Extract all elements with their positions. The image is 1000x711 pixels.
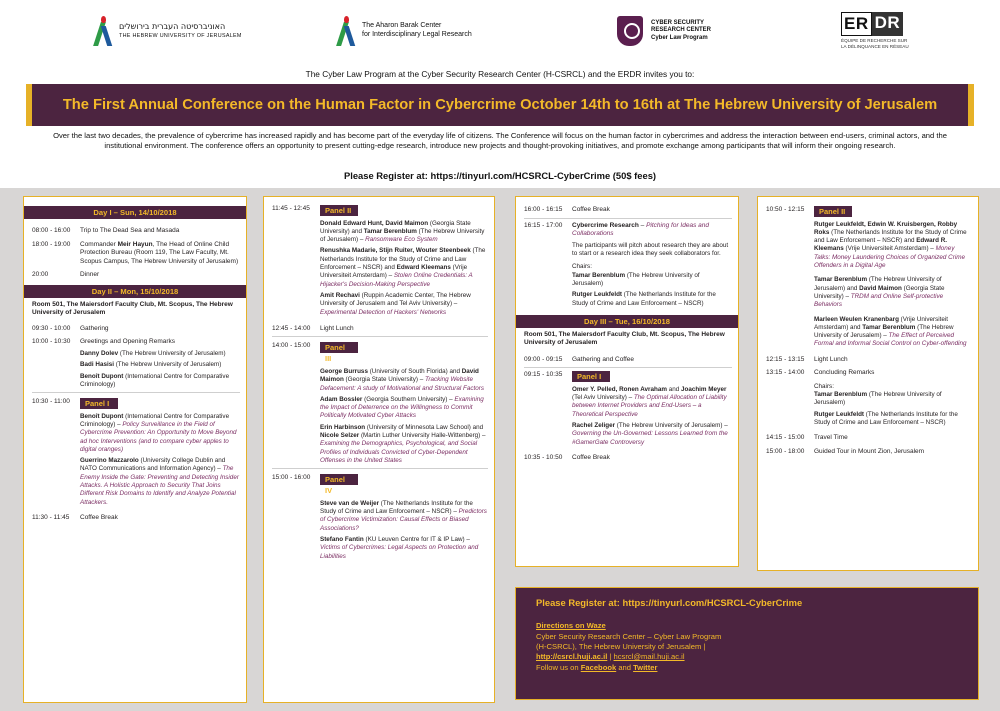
talk-entry xyxy=(320,536,488,561)
program-row xyxy=(24,227,246,236)
speaker: Erin Harbinson xyxy=(320,423,366,431)
day1-header: Day I – Sun, 14/10/2018 xyxy=(23,206,247,219)
time: 09:15 - 10:35 xyxy=(524,371,563,379)
talk-title: Examining the Demographics, Psychological, and Social Profiles of Individuals Convicted of Cyber-Dependent Offenses in the United States xyxy=(320,440,478,464)
session-subtitle: Pitching for Ideas and Collaborations xyxy=(572,221,709,238)
contact-line2: (H-CSRCL), The Hebrew University of Jerusalem | xyxy=(536,642,706,652)
register-line[interactable]: Please Register at: https://tinyurl.com/HCSRCL-CyberCrime (50$ fees) xyxy=(343,170,657,181)
intro-paragraph: Over the last two decades, the prevalence of cybercrime has increased rapidly and has become part of the everyday life of citizens. The Conference will focus on the human factor in cybercrimes and address the interaction between end-users, criminal actors, and the institutional environment. The conference offers an opportunity to present cutting-edge research, introduce new projects and thought-provoking initiatives, and promote exchange among participants that will inform their ongoing research. xyxy=(53,131,947,151)
program-row xyxy=(264,474,494,561)
registration-link[interactable]: Please Register at: https://tinyurl.com/HCSRCL-CyberCrime xyxy=(536,597,803,608)
text: , The Head of Online Child Protection Bureau (Room 119, The Law Faculty, Mt. Scopus Campus, The Hebrew University of Jerusalem) xyxy=(80,240,239,265)
text: and xyxy=(666,385,681,393)
time: 14:00 - 15:00 xyxy=(272,342,311,350)
speaker: Tamar Berenblum xyxy=(363,227,417,235)
time: 08:00 - 16:00 xyxy=(32,227,71,234)
event xyxy=(814,369,972,427)
chair-name: Tamar Berenblum xyxy=(814,391,868,399)
day2-header: Day II – Mon, 15/10/2018 xyxy=(23,285,247,298)
speaker: Joachim Meyer xyxy=(680,385,727,393)
erdr-logo xyxy=(841,12,911,49)
speaker: Tamar Berenblum xyxy=(862,323,916,331)
speaker: Danny Dolev xyxy=(80,349,119,357)
erdr-dr: DR xyxy=(872,12,904,36)
event: Travel Time xyxy=(814,434,848,442)
program-row xyxy=(24,338,246,389)
talk-title: Experimental Detection of Hackers' Networks xyxy=(320,308,447,316)
email-link[interactable]: hcsrcl@mail.huji.ac.il xyxy=(613,652,685,662)
event: Light Lunch xyxy=(320,324,354,332)
divider xyxy=(32,392,240,393)
panel-tag: Panel III xyxy=(320,342,358,353)
csrc-line2: RESEARCH CENTER xyxy=(651,27,712,34)
program-column-1 xyxy=(23,196,247,703)
time: 12:15 - 13:15 xyxy=(766,355,805,363)
text: Commander xyxy=(80,240,118,248)
erdr-er: ER xyxy=(841,12,872,36)
speaker: Benoît Dupont xyxy=(80,412,124,420)
talk-entry xyxy=(572,386,732,419)
event: Coffee Break xyxy=(80,513,118,521)
affiliation: (KU Leuven Centre for IT & IP Law) – xyxy=(363,536,470,544)
panel-tag: Panel IV xyxy=(320,474,358,485)
program-column-2 xyxy=(263,196,495,703)
twitter-link[interactable]: Twitter xyxy=(633,662,658,672)
contact-links xyxy=(536,652,978,662)
affiliation: (Martin Luther University Halle-Wittenberg) – xyxy=(359,432,486,440)
time: 10:00 - 10:30 xyxy=(32,338,71,346)
speaker: Amit Rechavi xyxy=(320,291,360,299)
dash: – xyxy=(638,221,647,229)
time: 18:00 - 19:00 xyxy=(32,240,71,248)
event: Light Lunch xyxy=(814,355,848,363)
program-row xyxy=(24,271,246,280)
affiliation: (The Hebrew University of Jerusalem) xyxy=(118,349,226,357)
session-name: Cybercrime Research xyxy=(572,221,639,229)
affiliation: (Ruppin Academic Center, The Hebrew University of Jerusalem and Tel Aviv University) – xyxy=(320,291,471,308)
event: Gathering and Coffee xyxy=(572,355,635,363)
talk-title: Victims of Cybercrimes: Legal Aspects on Protection and Liabilities xyxy=(320,544,479,560)
affiliation: (The Netherlands Institute for the Study of Crime and Law Enforcement – NSCR) and xyxy=(320,247,486,272)
affiliation: (The Hebrew University of Jerusalem) and xyxy=(814,276,942,292)
event-title: Greetings and Opening Remarks xyxy=(80,338,176,346)
event xyxy=(80,241,240,267)
speaker: Renushka Madarie, Stijn Ruiter, Wouter Steenbeek xyxy=(320,247,471,255)
event: Gathering xyxy=(80,324,109,332)
talk-entry xyxy=(320,424,488,465)
talk-title: Examining the Impact of Deterrence on the Willingness to Commit Politically Motivated Cyber Attacks xyxy=(320,395,484,420)
affiliation: (The Netherlands Institute for the Study of Crime and Law Enforcement – NSCR) xyxy=(572,291,716,307)
speaker: Marleen Weulen Kranenbarg xyxy=(814,315,899,323)
speaker: Meir Hayun xyxy=(117,240,153,248)
barak-center-logo xyxy=(338,16,472,46)
program-row xyxy=(516,371,738,447)
event: Coffee Break xyxy=(572,453,610,461)
event xyxy=(80,398,240,507)
time: 11:45 - 12:45 xyxy=(272,205,310,212)
divider xyxy=(524,218,732,219)
huji-name-english: THE HEBREW UNIVERSITY OF JERUSALEM xyxy=(119,32,242,39)
program-row xyxy=(24,514,246,523)
event: Trip to The Dead Sea and Masada xyxy=(80,227,180,234)
shield-icon xyxy=(617,16,643,46)
huji-name-hebrew: האוניברסיטה העברית בירושלים xyxy=(119,21,226,31)
program-row xyxy=(24,325,246,334)
huji-logo xyxy=(95,16,242,46)
talk-title: The Optimal Allocation of Liability between Internet Providers and End-Users – a Theoretical Perspective xyxy=(572,394,727,418)
talk-title: Tracking Website Defacement: A study of Motivational and Structural Factors xyxy=(320,376,485,392)
talk-entry xyxy=(572,422,732,447)
divider xyxy=(272,468,488,469)
speaker: George Burruss xyxy=(320,368,368,375)
program-column-3 xyxy=(515,196,739,567)
venue: Room 501, The Maiersdorf Faculty Club, Mt. Scopus, The Hebrew University of Jerusalem xyxy=(32,300,233,317)
talk-title: The Enemy Inside the Gate: Preventing and Detecting Insider Attacks. A Holistic Approach to Security That Joins Different Risk Domains to Identify and Analyze Potential Attackers. xyxy=(80,465,239,506)
event xyxy=(320,205,488,317)
panel-tag: Panel II xyxy=(814,206,852,217)
affiliation: (University College Dublin and NATO Communications and Information Agency) – xyxy=(80,457,226,473)
barak-line2: for Interdisciplinary Legal Research xyxy=(362,31,472,38)
time: 10:35 - 10:50 xyxy=(524,453,563,461)
affiliation: (International Centre for Comparative Criminology) – xyxy=(80,412,230,428)
affiliation: (Vrije Universiteit Amsterdam) – xyxy=(843,245,936,253)
affiliation: (University of Minnesota Law School) and xyxy=(365,423,484,431)
chair-entry xyxy=(814,411,972,428)
talk-title: Money Talks: Money Laundering Choices of Organized Crime Offenders in a Digital Age xyxy=(814,245,965,270)
event xyxy=(572,371,732,447)
csrc-line1: CYBER SECURITY xyxy=(651,19,705,26)
day3-header: Day III – Tue, 16/10/2018 xyxy=(515,315,739,328)
chair-entry xyxy=(572,272,732,289)
csrc-line3: Cyber Law Program xyxy=(651,34,708,41)
time: 16:15 - 17:00 xyxy=(524,221,563,229)
affiliation: (The Netherlands Institute for the Study of Crime and Law Enforcement – NSCR) – xyxy=(320,499,473,516)
follow-line xyxy=(536,663,978,673)
event-title: Concluding Remarks xyxy=(814,369,875,377)
event xyxy=(80,338,240,389)
speaker: Benoît Dupont xyxy=(80,372,124,380)
time: 10:30 - 11:00 xyxy=(32,398,70,406)
program-row xyxy=(516,356,738,365)
logo-bar xyxy=(0,10,1000,60)
talk-entry xyxy=(320,368,488,393)
talk-title: Predictors of Cybercrime Victimization: Causal Effects or Biased Associations? xyxy=(320,508,487,532)
talk-entry xyxy=(814,276,972,309)
time: 20:00 xyxy=(32,271,49,279)
event xyxy=(320,474,488,561)
time: 10:50 - 12:15 xyxy=(766,206,805,213)
chair-entry xyxy=(814,391,972,408)
speaker: David Maimon xyxy=(320,368,479,384)
time: 15:00 - 18:00 xyxy=(766,447,805,455)
talk-title: Governing the Un-Governed: Lessons Learned from the #GamerGate Controversy xyxy=(572,430,728,446)
registration-box xyxy=(515,587,979,700)
affiliation: (Georgia Southern University) – xyxy=(362,395,455,403)
event xyxy=(320,342,488,465)
waze-directions-link[interactable]: Directions on Waze xyxy=(536,621,606,631)
barak-emblem-icon xyxy=(338,16,356,46)
chair-name: Rutger Leukfeldt xyxy=(572,291,623,299)
talk-entry xyxy=(320,396,488,421)
affiliation: (Vrije Universiteit Amsterdam) – xyxy=(320,264,468,280)
contact-info xyxy=(516,609,978,673)
affiliation: (International Centre for Comparative Criminology) xyxy=(80,372,230,388)
affiliation: (Georgia State University) – xyxy=(343,376,425,384)
chair-name: Tamar Berenblum xyxy=(572,271,626,279)
speaker: Donald Edward Hunt, David Maimon xyxy=(320,219,429,227)
panel-tag: Panel I xyxy=(572,371,610,382)
time: 11:30 - 11:45 xyxy=(32,513,70,521)
speaker: Omer Y. Pelled, Ronen Avraham xyxy=(572,385,667,393)
speaker: Edward R. Kleemans xyxy=(814,237,947,253)
speaker-entry xyxy=(80,350,240,358)
program-row xyxy=(264,325,494,334)
program-column-4 xyxy=(757,196,979,571)
conference-title: The First Annual Conference on the Human Factor in Cybercrime October 14th to 16th at The Hebrew University of Jerusalem xyxy=(62,97,938,113)
event: Guided Tour in Mount Zion, Jerusalem xyxy=(814,447,925,455)
speaker-entry xyxy=(80,373,240,390)
chair-entry xyxy=(572,291,732,308)
talk-title: The Effect of Perceived Formal and Informal Social Control on Cyber-offending xyxy=(814,332,967,348)
event: Dinner xyxy=(80,271,100,279)
program-row xyxy=(264,342,494,465)
talk-title: TRDM and Online Self-protective Behaviors xyxy=(814,292,944,309)
affiliation: (Georgia State University) and xyxy=(320,219,471,235)
affiliation: (Vrije Universiteit Amsterdam) and xyxy=(814,315,949,331)
contact-line1: Cyber Security Research Center – Cyber Law Program xyxy=(536,631,722,641)
panel-tag: Panel I xyxy=(80,398,118,409)
venue: Room 501, The Maiersdorf Faculty Club, Mt. Scopus, The Hebrew University of Jerusalem xyxy=(524,330,725,347)
speaker: Rachel Zeliger xyxy=(572,422,616,430)
barak-line1: The Aharon Barak Center xyxy=(362,22,442,30)
time: 15:00 - 16:00 xyxy=(272,474,311,482)
talk-entry xyxy=(80,413,240,454)
huji-emblem-icon xyxy=(95,16,113,46)
program-row xyxy=(516,206,738,215)
follow-text: Follow us on xyxy=(536,662,581,672)
event xyxy=(572,222,732,308)
chairs-label: Chairs: xyxy=(814,382,834,390)
talk-entry xyxy=(320,292,488,317)
talk-title: Ransomware Eco System xyxy=(365,236,438,244)
chairs-label: Chairs: xyxy=(572,263,592,271)
affiliation: (The Hebrew University of Jerusalem) – xyxy=(615,422,728,430)
time: 13:15 - 14:00 xyxy=(766,369,805,377)
program-row xyxy=(264,205,494,317)
talk-entry xyxy=(320,247,488,288)
csrc-logo xyxy=(617,16,711,46)
talk-entry xyxy=(80,457,240,507)
facebook-link[interactable]: Facebook xyxy=(580,662,617,672)
talk-entry xyxy=(320,500,488,533)
divider xyxy=(524,367,732,368)
speaker: Nicole Selzer xyxy=(320,432,360,440)
program-row xyxy=(24,398,246,507)
affiliation: (The Hebrew University of Jerusalem) xyxy=(572,271,700,287)
time: 16:00 - 16:15 xyxy=(524,206,563,213)
panel-tag: Panel II xyxy=(320,205,358,216)
erdr-subtitle: ÉQUIPE DE RECHERCHE SUR LA DÉLINQUANCE EN RÉSEAU xyxy=(841,38,909,49)
affiliation: (The Netherlands Institute for the Study of Crime and Law Enforcement – NSCR) and xyxy=(814,228,967,245)
program-row xyxy=(516,454,738,463)
affiliation: (The Hebrew University of Jerusalem) xyxy=(814,391,942,407)
speaker: Tamar Berenblum xyxy=(814,276,868,284)
event: Coffee Break xyxy=(572,206,610,213)
speaker: Guerrino Mazzarolo xyxy=(80,457,139,465)
affiliation: (The Netherlands Institute for the Study of Crime and Law Enforcement – NSCR) xyxy=(814,410,958,427)
divider xyxy=(272,336,488,337)
invitation-line: The Cyber Law Program at the Cyber Security Research Center (H-CSRCL) and the ERDR invites you to: xyxy=(305,69,695,79)
program-row xyxy=(758,448,978,457)
speaker: David Maimon xyxy=(859,284,902,292)
affiliation: (Tel Aviv University) – xyxy=(572,394,634,402)
website-link[interactable]: http://csrcl.huji.ac.il xyxy=(536,652,608,662)
separator: | xyxy=(607,652,614,662)
talk-entry xyxy=(320,220,488,245)
program-row xyxy=(516,222,738,308)
session-title xyxy=(572,222,732,239)
speaker: Adam Bossler xyxy=(320,395,363,403)
time: 09:30 - 10:00 xyxy=(32,324,71,332)
talk-title: Stolen Online Credentials: A Hijacker's Decision-Making Perspective xyxy=(320,272,473,288)
time: 14:15 - 15:00 xyxy=(766,434,805,442)
program-row xyxy=(758,369,978,427)
program-row xyxy=(24,241,246,267)
affiliation: (University of South Florida) and xyxy=(367,368,462,375)
talk-entry xyxy=(814,316,972,349)
affiliation: (Georgia State University) – xyxy=(814,284,945,300)
chair-name: Rutger Leukfeldt xyxy=(814,410,865,418)
and-text: and xyxy=(616,662,634,672)
program-row xyxy=(758,356,978,365)
speaker: Rutger Leukfeldt, Edwin W. Kruisbergen, Robby Roks xyxy=(814,220,958,236)
program-row xyxy=(758,206,978,349)
program-row xyxy=(758,434,978,443)
session-description: The participants will pitch about research they are about to start or a research idea they seek collaborators for. xyxy=(572,241,729,258)
affiliation: (The Hebrew University of Jerusalem) xyxy=(113,361,222,369)
talk-entry xyxy=(814,221,972,271)
speaker: Steve van de Weijer xyxy=(320,499,380,507)
time: 09:00 - 09:15 xyxy=(524,355,563,363)
speaker: Badi Hasisi xyxy=(80,361,114,369)
speaker-entry xyxy=(80,361,240,369)
talk-title: Policy Surveillance in the Field of Cybercrime Prevention: An Opportunity to Move Beyond ad hoc Interventions (and to compare cyber apples to digital oranges) xyxy=(80,420,237,453)
speaker: Stefano Fantin xyxy=(320,536,364,544)
speaker: Edward Kleemans xyxy=(396,264,451,272)
affiliation: (The Hebrew University of Jerusalem) – xyxy=(814,323,954,340)
time: 12:45 - 14:00 xyxy=(272,324,311,332)
affiliation: (The Hebrew University of Jerusalem) – xyxy=(320,227,485,244)
event xyxy=(814,206,972,349)
